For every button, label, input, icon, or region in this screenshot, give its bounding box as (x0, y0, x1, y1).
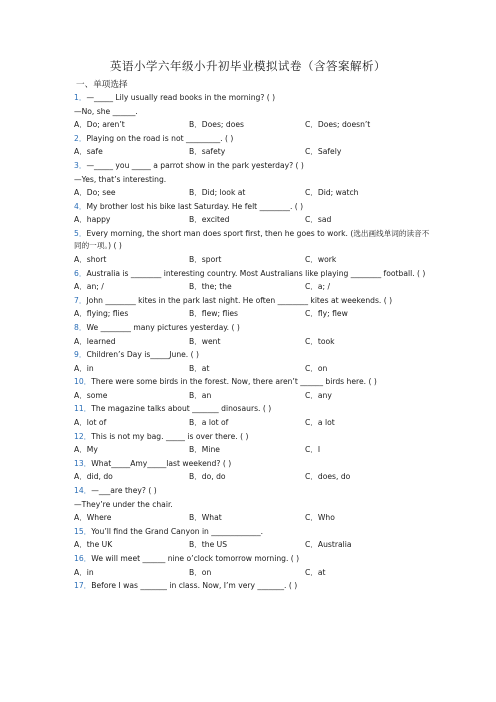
question-item (74, 294, 434, 321)
question-number: 4． (74, 201, 87, 211)
question-stem (74, 579, 434, 593)
question-stem (74, 348, 434, 362)
question-stem (74, 91, 434, 105)
question-text: My brother lost his bike last Saturday. He felt ________. ( ) (86, 201, 304, 211)
answer-option-c: C．sad (305, 215, 332, 225)
question-stem (74, 159, 434, 173)
question-stem-continued (74, 173, 434, 187)
question-number: 11． (74, 404, 92, 414)
question-number: 13． (74, 458, 92, 468)
question-number: 10． (74, 377, 92, 387)
question-item (74, 348, 434, 375)
question-stem-continued (74, 498, 434, 512)
answer-option-a: A．some (74, 390, 108, 400)
question-text: —No, she ______. (74, 106, 138, 116)
answer-options (74, 118, 434, 132)
question-stem (74, 200, 434, 214)
question-text: Playing on the road is not _________. ( ) (86, 133, 234, 143)
answer-option-a: A．My (74, 445, 98, 455)
answer-option-b: B．safety (189, 147, 226, 157)
answer-option-c: C．Safely (305, 147, 342, 157)
answer-options (74, 416, 434, 430)
question-text: —Yes, that’s interesting. (74, 174, 167, 184)
question-text: There were some birds in the forest. Now, there aren’t ______ birds here. ( ) (91, 377, 377, 387)
answer-options (74, 145, 434, 159)
answer-option-c: C．fly; flew (305, 309, 348, 319)
question-stem (74, 430, 434, 444)
question-item (74, 430, 434, 457)
page-title: 英语小学六年级小升初毕业模拟试卷（含答案解析） (110, 59, 386, 73)
answer-option-b: B．the; the (189, 282, 232, 292)
answer-option-b: B．sport (189, 254, 222, 264)
answer-option-a: A．the UK (74, 540, 113, 550)
answer-option-b: B．on (189, 567, 212, 577)
answer-option-b: B．What (189, 513, 222, 523)
answer-option-b: B．Did; look at (189, 188, 246, 198)
question-text: The magazine talks about _______ dinosaurs. ( ) (91, 404, 272, 414)
answer-options (74, 280, 434, 294)
answer-options (74, 511, 434, 525)
question-number: 3． (74, 160, 87, 170)
question-text: You’ll find the Grand Canyon in _____________. (91, 526, 264, 536)
answer-options (74, 566, 434, 580)
answer-option-c: C．a; / (305, 282, 331, 292)
question-number: 17． (74, 581, 92, 591)
answer-option-b: B．at (189, 363, 210, 373)
answer-option-b: B．excited (189, 215, 230, 225)
question-text: What_____Amy_____last weekend? ( ) (91, 458, 232, 468)
question-list (74, 91, 434, 593)
answer-option-a: A．did, do (74, 472, 113, 482)
question-text: Children’s Day is_____June. ( ) (86, 350, 199, 360)
question-text: —_____ you _____ a parrot show in the park yesterday? ( ) (86, 160, 304, 170)
question-number: 16． (74, 554, 92, 563)
answer-option-a: A．learned (74, 336, 116, 346)
question-text: We will meet ______ nine o’clock tomorrow morning. ( ) (91, 554, 300, 563)
answer-option-b: B．an (189, 390, 212, 400)
question-stem (74, 457, 434, 471)
answer-option-b: B．the US (189, 540, 228, 550)
question-stem (74, 484, 434, 498)
question-item (74, 321, 434, 348)
question-stem (74, 267, 434, 281)
answer-options (74, 443, 434, 457)
answer-option-a: A．in (74, 567, 94, 577)
answer-options (74, 362, 434, 376)
question-item (74, 552, 434, 579)
answer-option-b: B．a lot of (189, 418, 229, 428)
question-item (74, 159, 434, 200)
question-item (74, 375, 434, 402)
question-item (74, 484, 434, 525)
answer-options (74, 253, 434, 267)
answer-option-c: C．does, do (305, 472, 351, 482)
answer-option-c: C．at (305, 567, 326, 577)
question-stem (74, 294, 434, 308)
answer-option-a: A．Do; see (74, 188, 116, 198)
question-text: Before I was _______ in class. Now, I’m very _______. ( ) (91, 581, 298, 591)
question-text: —_____ Lily usually read books in the morning? ( ) (86, 93, 276, 102)
answer-option-c: C．took (305, 336, 335, 346)
question-stem (74, 402, 434, 416)
question-item (74, 402, 434, 429)
question-text: John ________ kites in the park last night. He often ________ kites at weekends. ( ) (86, 295, 393, 305)
answer-option-c: C．Did; watch (305, 188, 359, 198)
answer-option-c: C．work (305, 254, 337, 264)
answer-option-a: A．flying; flies (74, 309, 129, 319)
answer-option-b: B．flew; flies (189, 309, 238, 319)
answer-option-a: A．safe (74, 147, 103, 157)
question-item (74, 579, 434, 593)
answer-option-c: C．Does; doesn’t (305, 120, 371, 130)
question-stem (74, 132, 434, 146)
answer-option-c: C．a lot (305, 418, 335, 428)
question-text: We ________ many pictures yesterday. ( ) (86, 322, 240, 332)
question-stem (74, 375, 434, 389)
question-item (74, 267, 434, 294)
question-text: This is not my bag. _____ is over there. ( ) (91, 431, 249, 441)
question-item (74, 91, 434, 132)
answer-options (74, 389, 434, 403)
question-number: 1． (74, 93, 87, 102)
answer-option-a: A．Where (74, 513, 112, 523)
question-number: 7． (74, 295, 87, 305)
answer-option-c: C．I (305, 445, 321, 455)
answer-option-b: B．do, do (189, 472, 226, 482)
question-number: 2． (74, 133, 87, 143)
answer-option-b: B．Does; does (189, 120, 244, 130)
question-text: —They’re under the chair. (74, 499, 173, 509)
answer-options (74, 307, 434, 321)
answer-option-a: A．an; / (74, 282, 104, 292)
question-item (74, 132, 434, 159)
answer-option-b: B．Mine (189, 445, 220, 455)
answer-options (74, 470, 434, 484)
question-number: 14． (74, 486, 92, 496)
answer-options (74, 335, 434, 349)
question-stem-continued (74, 105, 434, 119)
question-item (74, 200, 434, 227)
question-item (74, 457, 434, 484)
question-item (74, 525, 434, 552)
question-item (74, 227, 434, 267)
answer-option-c: C．Australia (305, 540, 352, 550)
answer-option-a: A．happy (74, 215, 111, 225)
question-stem (74, 321, 434, 335)
question-text: Every morning, the short man does sport first, then he goes to work. (选出画线单词的读音不同的一项。) ( ) (74, 228, 430, 250)
question-number: 15． (74, 526, 92, 536)
question-number: 6． (74, 268, 87, 278)
answer-option-a: A．lot of (74, 418, 107, 428)
question-number: 12． (74, 431, 92, 441)
answer-options (74, 538, 434, 552)
question-stem (74, 227, 434, 253)
question-number: 9． (74, 350, 87, 360)
question-number: 5． (74, 228, 87, 238)
question-stem (74, 525, 434, 539)
answer-option-c: C．Who (305, 513, 335, 523)
question-stem (74, 552, 434, 566)
answer-option-a: A．short (74, 254, 107, 264)
section-heading: 一、单项选择 (76, 80, 128, 90)
answer-option-a: A．in (74, 363, 94, 373)
question-text: —___are they? ( ) (91, 486, 157, 496)
answer-option-c: C．on (305, 363, 328, 373)
question-text: Australia is ________ interesting country. Most Australians like playing ________ football. ( ) (86, 268, 426, 278)
question-number: 8． (74, 322, 87, 332)
answer-options (74, 213, 434, 227)
answer-options (74, 186, 434, 200)
answer-option-c: C．any (305, 390, 332, 400)
answer-option-b: B．went (189, 336, 221, 346)
answer-option-a: A．Do; aren’t (74, 120, 125, 130)
